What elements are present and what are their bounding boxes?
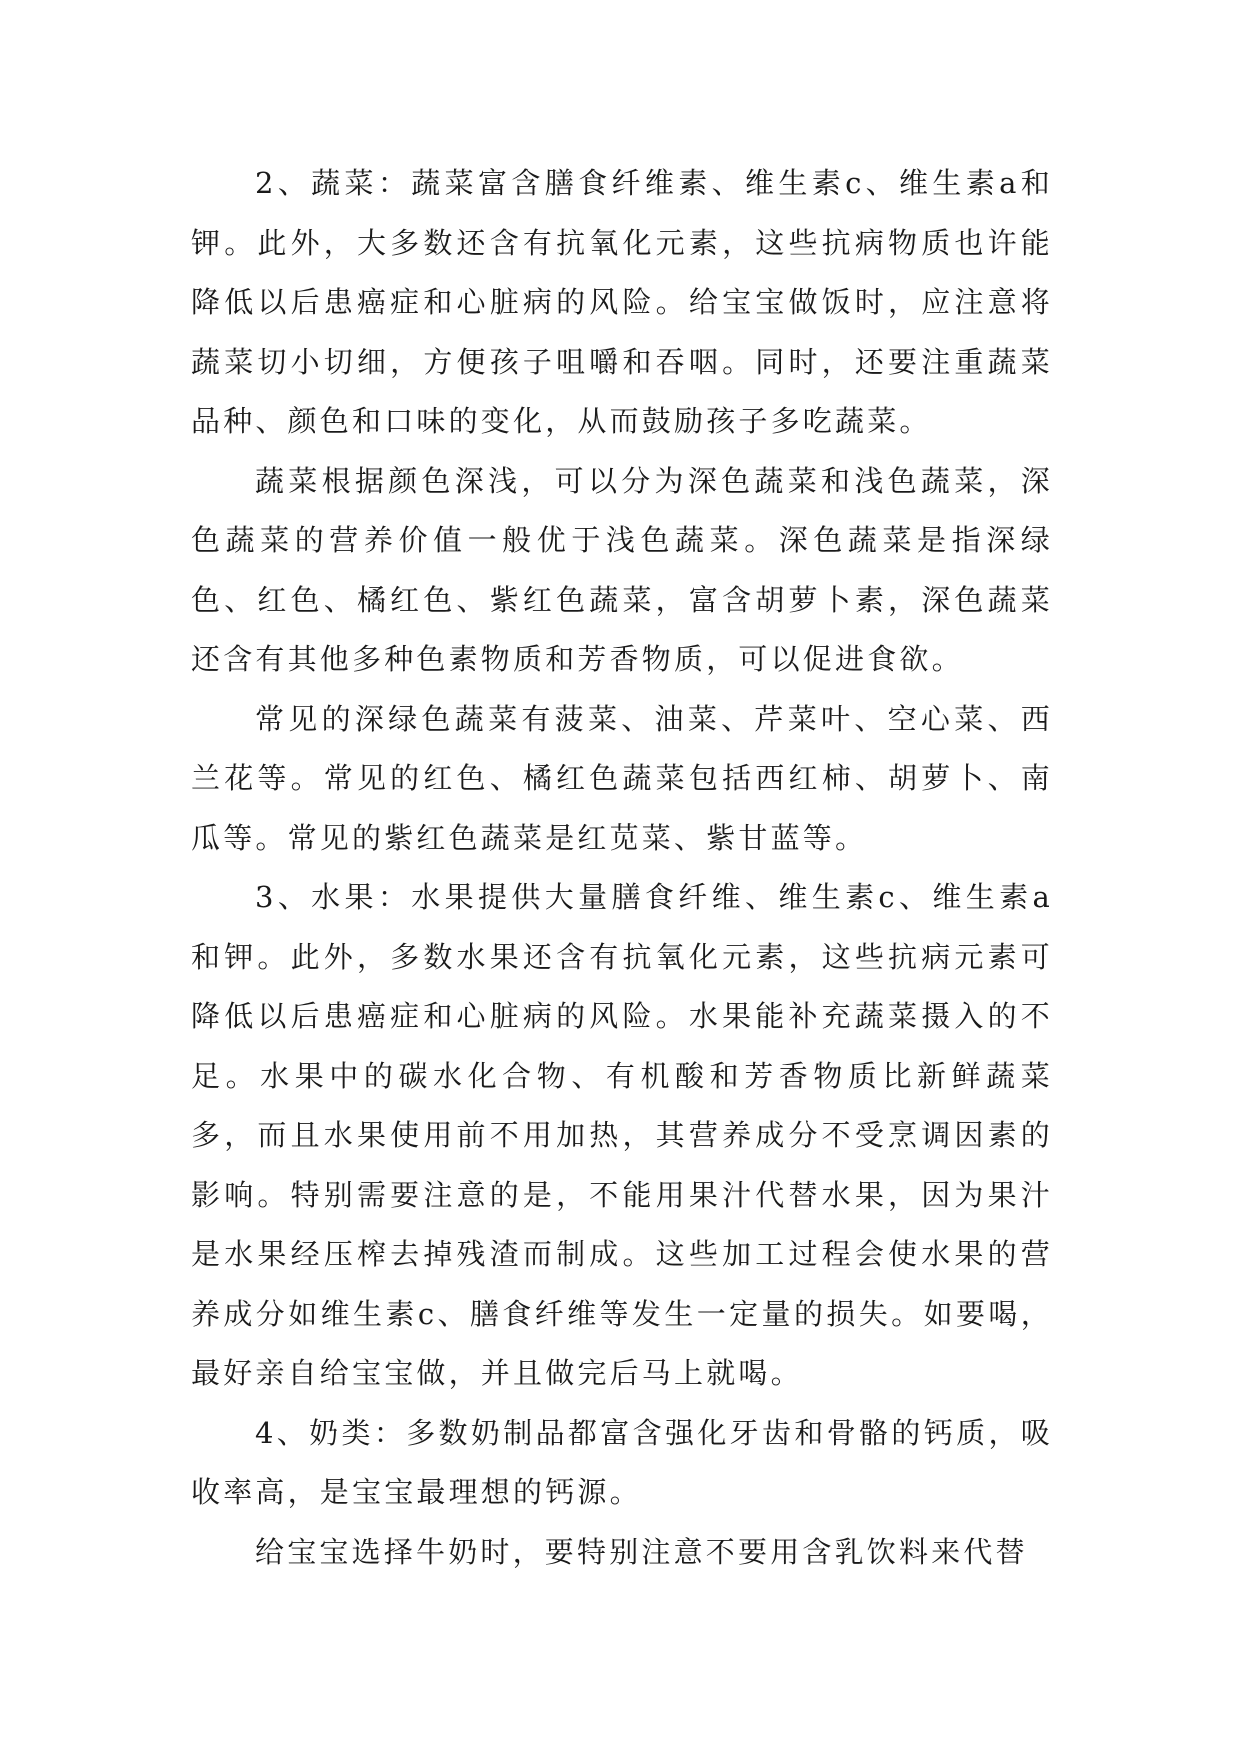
paragraph-vegetables: 2、蔬菜：蔬菜富含膳食纤维素、维生素c、维生素a和钾。此外，大多数还含有抗氧化元素，这些抗病物质也许能降低以后患癌症和心脏病的风险。给宝宝做饭时，应注意将蔬菜切小切细，方便孩子咀嚼和吞咽。同时，还要注重蔬菜品种、颜色和口味的变化，从而鼓励孩子多吃蔬菜。 [191, 166, 1053, 438]
document-body [191, 154, 1053, 1582]
paragraph-milk-choice: 给宝宝选择牛奶时，要特别注意不要用含乳饮料来代替 [255, 1534, 1028, 1569]
paragraph-vegetable-colors: 蔬菜根据颜色深浅，可以分为深色蔬菜和浅色蔬菜，深色蔬菜的营养价值一般优于浅色蔬菜。深色蔬菜是指深绿色、红色、橘红色、紫红色蔬菜，富含胡萝卜素，深色蔬菜还含有其他多种色素物质和芳香物质，可以促进食欲。 [191, 463, 1053, 676]
paragraph-fruits: 3、水果：水果提供大量膳食纤维、维生素c、维生素a和钾。此外，多数水果还含有抗氧化元素，这些抗病元素可降低以后患癌症和心脏病的风险。水果能补充蔬菜摄入的不足。水果中的碳水化合物、有机酸和芳香物质比新鲜蔬菜多，而且水果使用前不用加热，其营养成分不受烹调因素的影响。特别需要注意的是，不能用果汁代替水果，因为果汁是水果经压榨去掉残渣而制成。这些加工过程会使水果的营养成分如维生素c、膳食纤维等发生一定量的损失。如要喝，最好亲自给宝宝做，并且做完后马上就喝。 [191, 880, 1053, 1390]
paragraph-dairy: 4、奶类：多数奶制品都富含强化牙齿和骨骼的钙质，吸收率高，是宝宝最理想的钙源。 [191, 1415, 1053, 1509]
paragraph-common-vegetables: 常见的深绿色蔬菜有菠菜、油菜、芹菜叶、空心菜、西兰花等。常见的红色、橘红色蔬菜包括西红柿、胡萝卜、南瓜等。常见的紫红色蔬菜是红苋菜、紫甘蓝等。 [191, 701, 1053, 855]
